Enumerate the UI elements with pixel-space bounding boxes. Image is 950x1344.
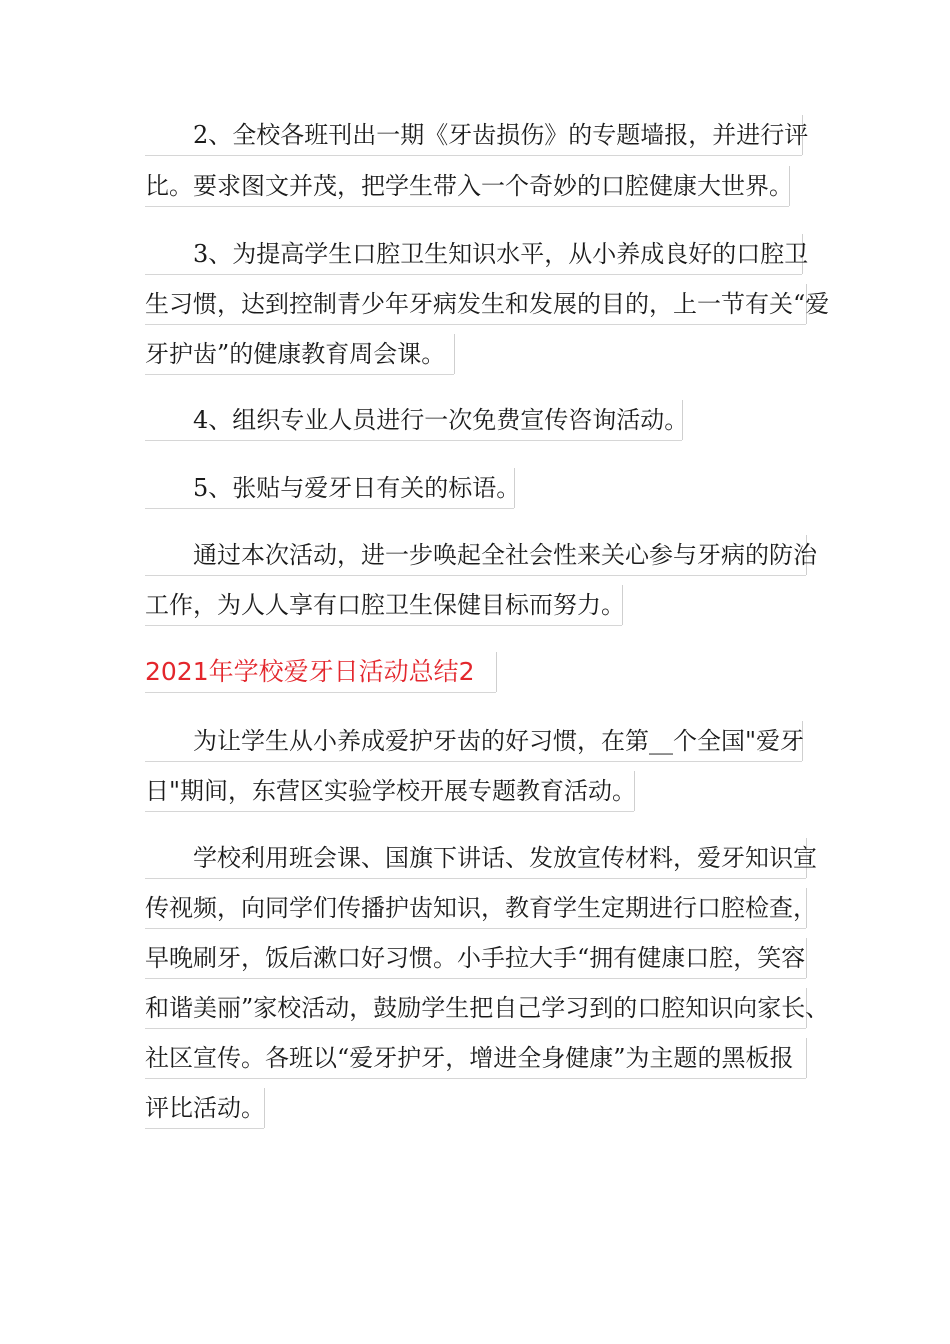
- paragraph-line: 3、为提高学生口腔卫生知识水平，从小养成良好的口腔卫: [145, 234, 803, 274]
- paragraph-line: 早晚刷牙，饭后漱口好习惯。小手拉大手“拥有健康口腔，笑容: [145, 938, 807, 978]
- paragraph-line: 比。要求图文并茂，把学生带入一个奇妙的口腔健康大世界。: [145, 166, 790, 206]
- paragraph-line: 生习惯，达到控制青少年牙病发生和发展的目的，上一节有关“爱: [145, 284, 807, 324]
- paragraph-line: 为让学生从小养成爱护牙齿的好习惯，在第__个全国"爱牙: [145, 721, 803, 761]
- paragraph-line: 牙护齿”的健康教育周会课。: [145, 334, 455, 374]
- paragraph-line: 传视频，向同学们传播护齿知识，教育学生定期进行口腔检查，: [145, 888, 807, 928]
- section-heading: 2021年学校爱牙日活动总结2: [145, 652, 497, 692]
- paragraph-line: 评比活动。: [145, 1088, 265, 1128]
- paragraph-line: 工作，为人人享有口腔卫生保健目标而努力。: [145, 585, 623, 625]
- paragraph-line: 5、张贴与爱牙日有关的标语。: [145, 468, 515, 508]
- paragraph-line: 4、组织专业人员进行一次免费宣传咨询活动。: [145, 400, 683, 440]
- paragraph-line: 学校利用班会课、国旗下讲话、发放宣传材料，爱牙知识宣: [145, 838, 807, 878]
- paragraph-line: 日"期间，东营区实验学校开展专题教育活动。: [145, 771, 635, 811]
- paragraph-line: 2、全校各班刊出一期《牙齿损伤》的专题墙报，并进行评: [145, 115, 803, 155]
- paragraph-line: 社区宣传。各班以“爱牙护牙，增进全身健康”为主题的黑板报: [145, 1038, 807, 1078]
- paragraph-line: 和谐美丽”家校活动，鼓励学生把自己学习到的口腔知识向家长、: [145, 988, 807, 1028]
- paragraph-line: 通过本次活动，进一步唤起全社会性来关心参与牙病的防治: [145, 535, 807, 575]
